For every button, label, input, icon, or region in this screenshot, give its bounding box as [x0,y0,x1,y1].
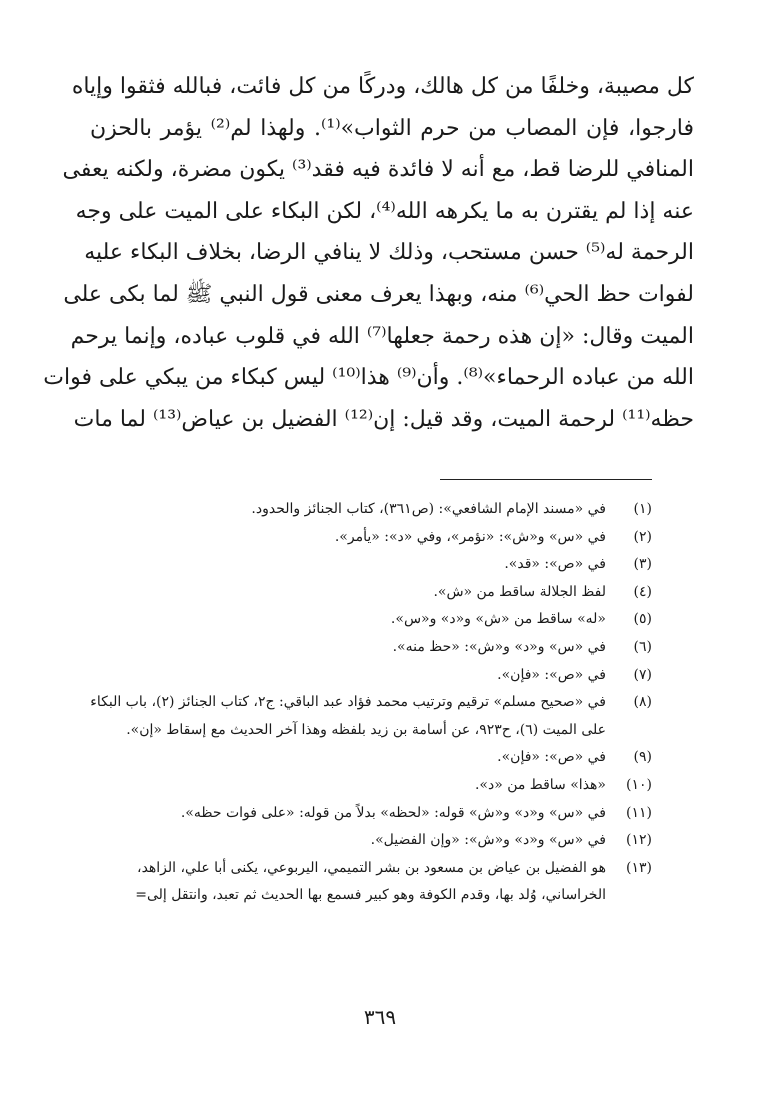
main-line: فارجوا، فإن المصاب من حرم الثواب»⁽¹⁾. ولهذا لم⁽²⁾ يؤمر بالحزن [90,115,695,141]
footnote-line: «له» ساقط من «ش» و«د» و«س». [390,611,606,628]
main-line: الرحمة له⁽⁵⁾ حسن مستحب، وذلك لا ينافي الرضا، بخلاف البكاء عليه [84,240,694,266]
footnote-text [96,827,606,855]
footnote-number: (٢) [633,528,652,545]
footnote-divider [440,479,652,480]
footnote [96,772,652,800]
footnote-number: (٥) [633,611,652,628]
page-number: ٣٦٩ [363,1005,397,1029]
footnote-number: (١٠) [626,776,652,793]
footnote-text [96,579,606,607]
main-text [43,66,695,440]
footnote-line: على الميت (٦)، ح٩٢٣، عن أسامة بن زيد بلفظه وهذا آخر الحديث مع إسقاط «إن». [126,721,606,738]
footnote-line: في «س» و«د» و«ش»: «وإن الفضيل». [370,832,606,849]
footnote [96,496,652,524]
footnote-line: في «ص»: «فإن». [497,666,606,683]
footnote-line: الخراساني، وُلد بها، وقدم الكوفة وهو كبير فسمع بها الحديث ثم تعبد، وانتقل إلى= [135,887,606,904]
main-line: الميت وقال: «إن هذه رحمة جعلها⁽⁷⁾ الله في قلوب عباده، وإنما يرحم [70,323,694,349]
footnote-text [96,772,606,800]
footnote [96,855,652,910]
footnote-line: في «س» و«د» و«ش»: «حظ منه». [392,638,606,655]
footnote [96,827,652,855]
footnote-number: (١٣) [626,859,652,876]
footnote [96,551,652,579]
footnote-number: (٩) [633,749,652,766]
footnote-text [96,496,606,524]
main-line: عنه إذا لم يقترن به ما يكرهه الله⁽⁴⁾، لكن البكاء على الميت على وجه [75,198,694,224]
footnote-text [96,855,606,910]
footnote-line: في «س» و«د» و«ش» قوله: «لحظه» بدلاً من قوله: «على فوات حظه». [180,804,606,821]
footnote-number: (٧) [633,666,652,683]
main-line: الله من عباده الرحماء»⁽⁸⁾. وأن⁽⁹⁾ هذا⁽¹⁰⁾ ليس كبكاء من يبكي على فوات [43,365,694,391]
footnote [96,579,652,607]
footnote-line: في «مسند الإمام الشافعي»: (ص٣٦١)، كتاب الجنائز والحدود. [251,501,606,517]
footnote-number: (١) [633,501,652,517]
footnote-number: (١٢) [626,832,652,849]
main-line: كل مصيبة، وخلفًا من كل هالك، ودركًا من كل فائت، فبالله فثقوا وإياه [71,74,694,99]
main-line: حظه⁽¹¹⁾ لرحمة الميت، وقد قيل: إن⁽¹²⁾ الفضيل بن عياض⁽¹³⁾ لما مات [73,406,694,432]
footnote-line: في «س» و«ش»: «نؤمر»، وفي «د»: «يأمر». [334,528,606,545]
footnote-text [96,800,606,828]
footnote [96,524,652,552]
footnote-text [96,606,606,634]
footnote-line: هو الفضيل بن عياض بن مسعود بن بشر التميمي، اليربوعي، يكنى أبا علي، الزاهد، [137,859,606,876]
footnote-text [90,689,606,744]
footnote-line: في «ص»: «فإن». [497,749,606,766]
footnote-text [96,634,606,662]
footnote-text [96,524,606,552]
footnote-number: (٣) [633,556,652,573]
footnote-text [96,662,606,690]
footnote [96,662,652,690]
footnote-number: (٦) [633,638,652,655]
main-line: لفوات حظ الحي⁽⁶⁾ منه، وبهذا يعرف معنى قول النبي ﷺ لما بكى على [63,281,694,307]
footnote-line: في «صحيح مسلم» ترقيم وترتيب محمد فؤاد عبد الباقي: ج٢، كتاب الجنائز (٢)، باب البكاء [90,694,606,711]
footnote-text [96,744,606,772]
main-line: المنافي للرضا قط، مع أنه لا فائدة فيه فقد⁽³⁾ يكون مضرة، ولكنه يعفى [62,157,694,183]
footnote [96,744,652,772]
footnote-number: (٤) [633,583,652,600]
footnote [96,800,652,828]
footnote-text [96,551,606,579]
footnote-number: (٨) [633,694,652,711]
footnote [96,634,652,662]
footnote-line: «هذا» ساقط من «د». [474,776,606,793]
footnotes [90,496,652,910]
footnote [96,606,652,634]
footnote-line: لفظ الجلالة ساقط من «ش». [433,583,606,600]
footnote-number: (١١) [626,804,652,821]
footnote-line: في «ص»: «قد». [504,556,606,573]
footnote [90,689,652,744]
